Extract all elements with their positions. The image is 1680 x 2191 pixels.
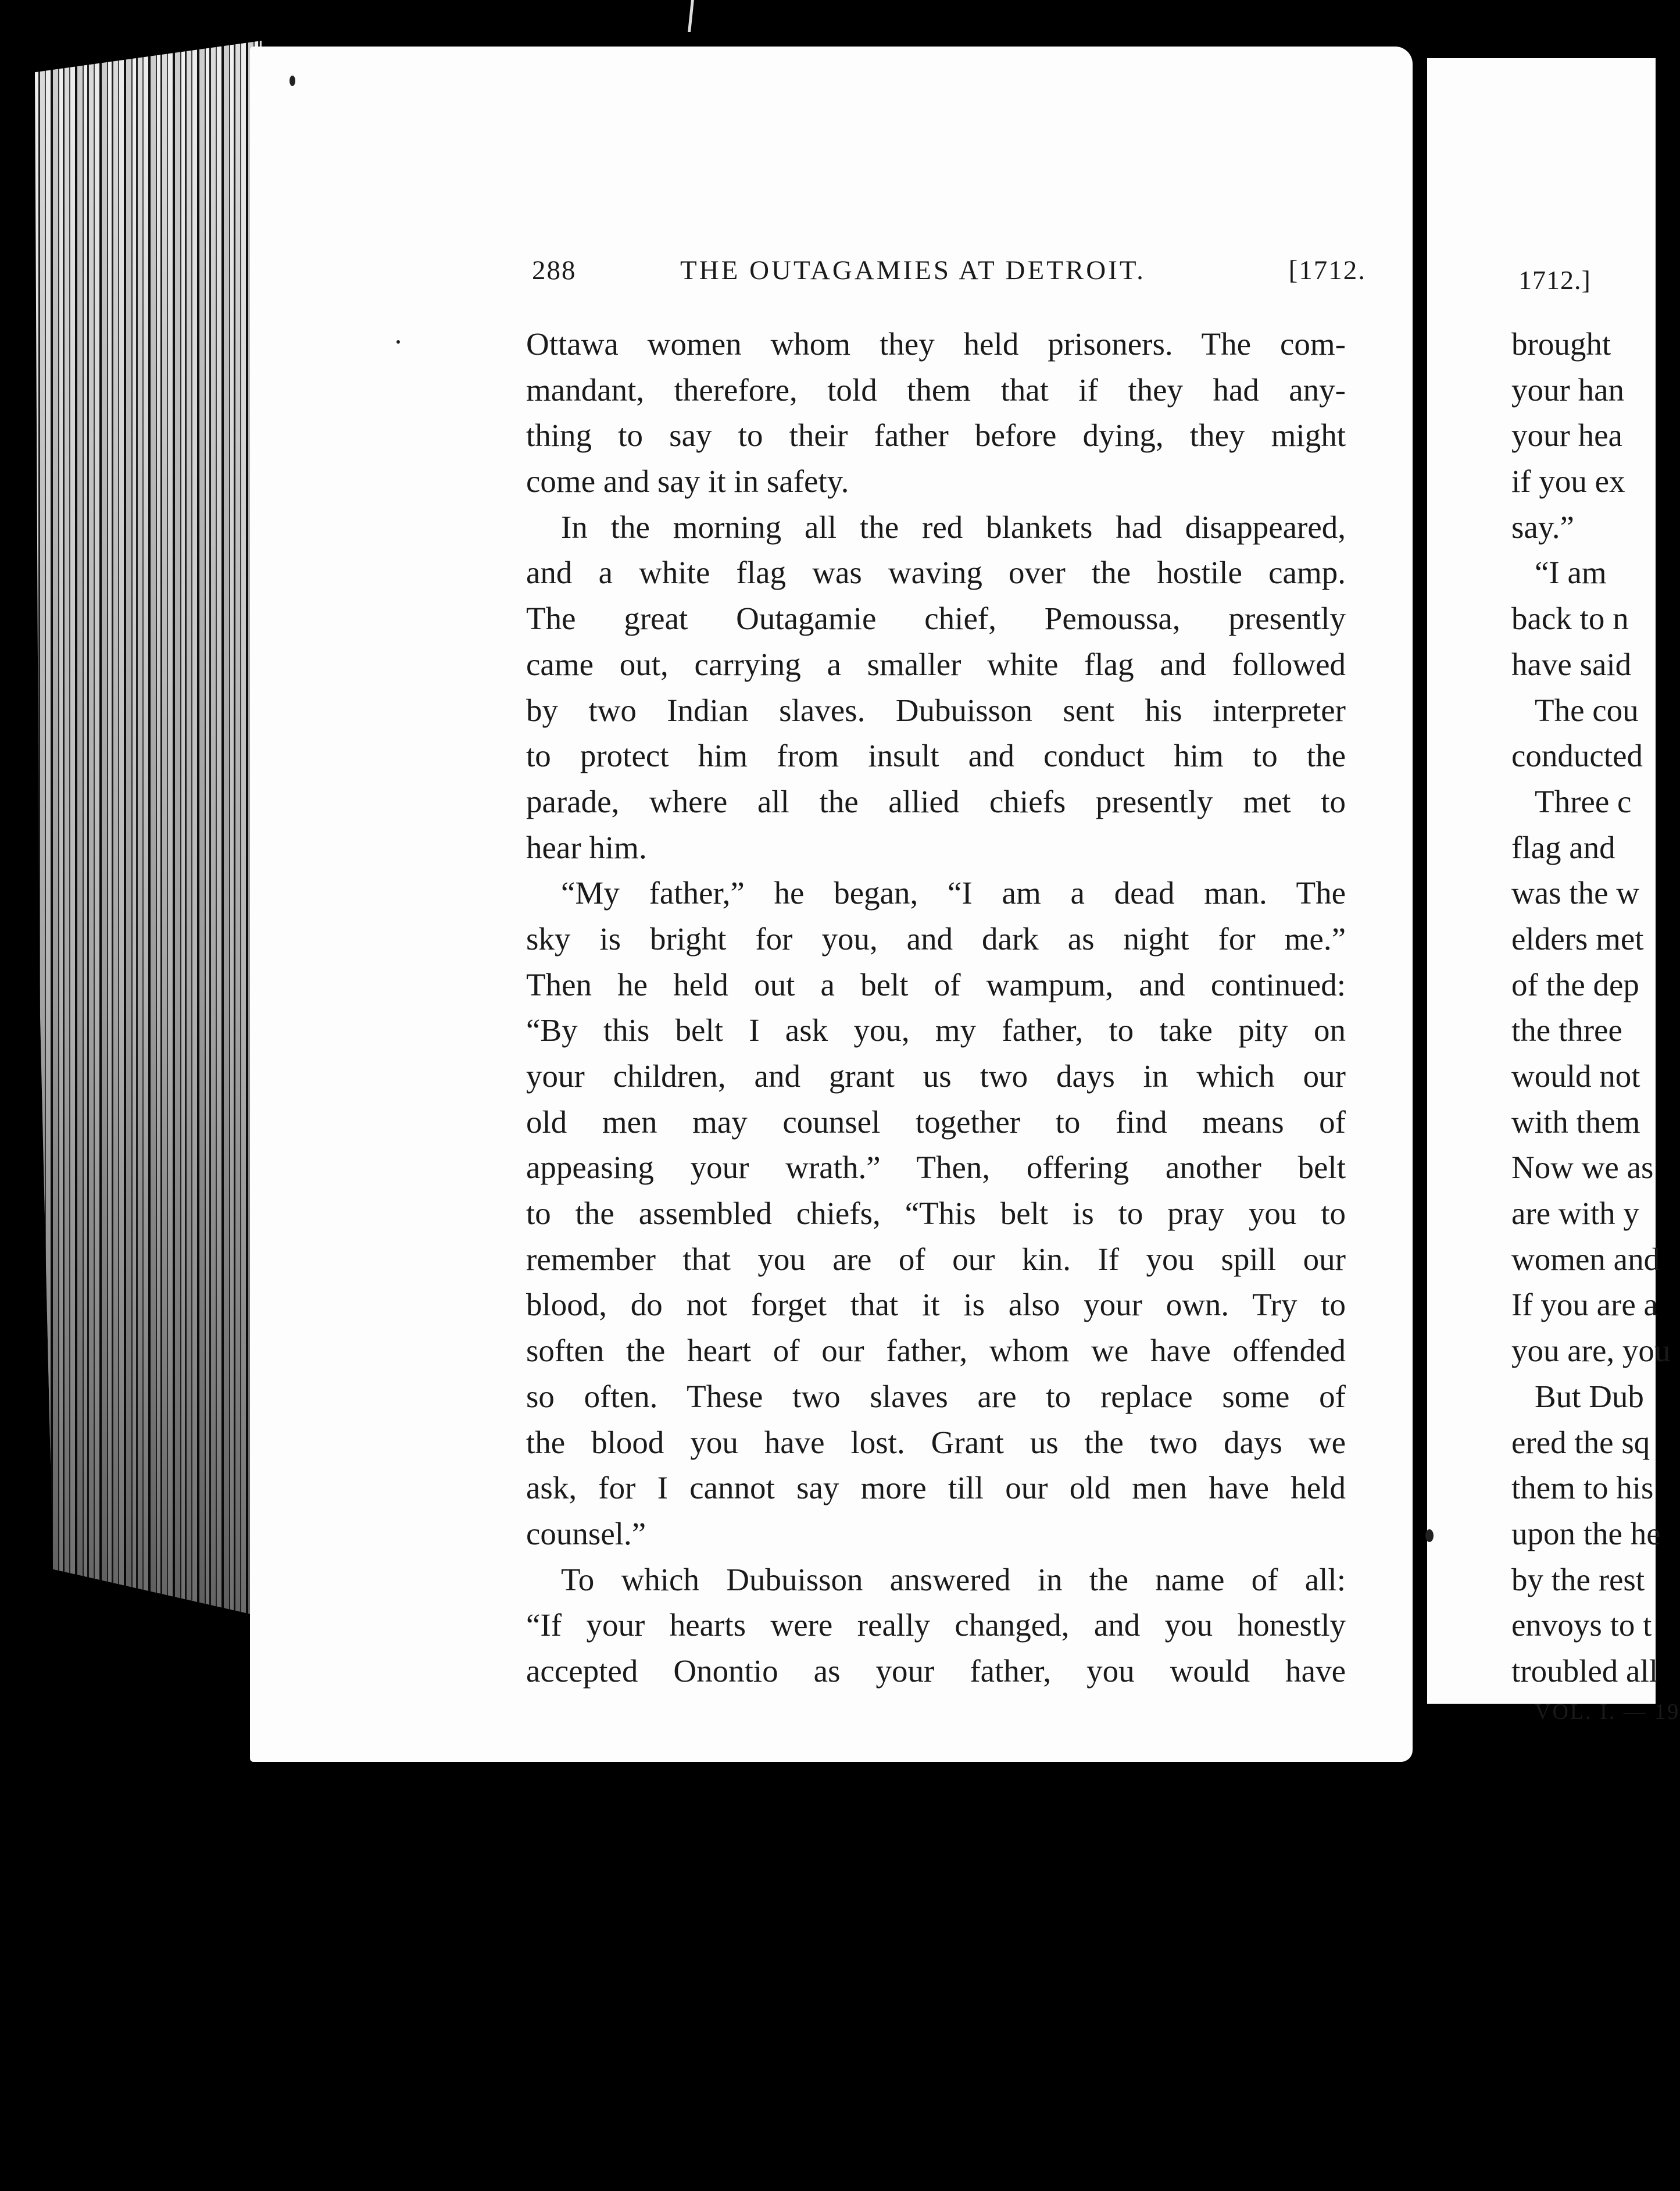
text-line: Now we as <box>1511 1150 1654 1186</box>
text-line: have said <box>1511 646 1632 682</box>
text-line: “If your hearts were really changed, and you honestly <box>526 1607 1346 1643</box>
text-line: was the w <box>1511 875 1639 911</box>
text-line: accepted Onontio as your father, you would have <box>526 1653 1346 1689</box>
text-line: elders met <box>1511 920 1644 957</box>
page-number: 288 <box>532 255 577 286</box>
text-line: counsel.” <box>526 1515 646 1551</box>
text-line: ered the sq <box>1511 1424 1650 1460</box>
text-line: of the dep <box>1511 966 1639 1002</box>
text-line: them to his <box>1511 1470 1654 1506</box>
text-line: by the rest <box>1511 1561 1645 1597</box>
signature-mark: VOL. I. — 19 <box>1535 1699 1680 1724</box>
right-page-body-text <box>1511 322 1680 1729</box>
running-title: THE OUTAGAMIES AT DETROIT. <box>680 255 1146 286</box>
text-line: so often. These two slaves are to replace some of <box>526 1378 1346 1414</box>
running-head <box>532 255 1366 290</box>
text-line: Ottawa women whom they held prisoners. The com- <box>526 326 1346 362</box>
text-line: To which Dubuisson answered in the name of all: <box>561 1561 1346 1597</box>
dust-speck <box>396 340 400 344</box>
text-line: “My father,” he began, “I am a dead man. The <box>561 875 1346 911</box>
text-line: by two Indian slaves. Dubuisson sent his interpreter <box>526 692 1346 728</box>
text-line: mandant, therefore, told them that if they had any- <box>526 372 1346 408</box>
text-line: brought <box>1511 326 1611 362</box>
text-line: say.” <box>1511 509 1574 545</box>
text-line: The great Outagamie chief, Pemoussa, presently <box>526 601 1346 637</box>
text-line: sky is bright for you, and dark as night for me.” <box>526 920 1346 957</box>
text-line: come and say it in safety. <box>526 463 849 499</box>
text-line: The cou <box>1535 692 1639 728</box>
text-line: the blood you have lost. Grant us the two days we <box>526 1424 1346 1460</box>
text-line: “I am <box>1535 555 1607 591</box>
text-line: ask, for I cannot say more till our old men have held <box>526 1470 1346 1506</box>
scan-tick-mark <box>688 0 694 32</box>
text-line: Three c <box>1535 783 1632 819</box>
text-line: your children, and grant us two days in which our <box>526 1058 1346 1094</box>
text-line: your hea <box>1511 417 1622 454</box>
text-line: old men may counsel together to find means of <box>526 1104 1346 1140</box>
text-line: to the assembled chiefs, “This belt is to pray you to <box>526 1196 1346 1232</box>
text-line: to protect him from insult and conduct him to the <box>526 738 1346 774</box>
text-line: you are, you <box>1511 1333 1671 1369</box>
text-line: remember that you are of our kin. If you spill our <box>526 1241 1346 1277</box>
text-line: are with y <box>1511 1196 1639 1232</box>
running-year: [1712. <box>1288 255 1366 286</box>
text-line: came out, carrying a smaller white flag and followed <box>526 646 1346 682</box>
text-line: conducted <box>1511 738 1643 774</box>
dust-speck <box>1425 1529 1434 1542</box>
text-line: if you ex <box>1511 463 1625 499</box>
text-line: back to n <box>1511 601 1629 637</box>
text-line: troubled all <box>1511 1653 1658 1689</box>
text-line: envoys to t <box>1511 1607 1652 1643</box>
text-line: and a white flag was waving over the hostile camp. <box>526 555 1346 591</box>
text-line: with them <box>1511 1104 1640 1140</box>
text-line: women and <box>1511 1241 1660 1277</box>
text-line: soften the heart of our father, whom we have offended <box>526 1333 1346 1369</box>
text-line: blood, do not forget that it is also your own. Try to <box>526 1287 1346 1323</box>
text-line: thing to say to their father before dying, they might <box>526 417 1346 454</box>
right-running-head: 1712.] <box>1518 265 1591 295</box>
text-line: upon the he <box>1511 1515 1661 1551</box>
text-line: If you are a <box>1511 1287 1658 1323</box>
dust-speck <box>289 76 295 86</box>
text-line: the three <box>1511 1012 1622 1048</box>
text-line: flag and <box>1511 829 1615 865</box>
text-line: Then he held out a belt of wampum, and continued: <box>526 966 1346 1002</box>
text-line: parade, where all the allied chiefs presently met to <box>526 783 1346 819</box>
text-line: your han <box>1511 372 1624 408</box>
text-line: hear him. <box>526 829 647 865</box>
text-line: would not <box>1511 1058 1640 1094</box>
text-line: But Dub <box>1535 1378 1644 1414</box>
page-edge-shadow <box>35 41 262 1617</box>
text-line: In the morning all the red blankets had disappeared, <box>561 509 1346 545</box>
text-line: “By this belt I ask you, my father, to take pity on <box>526 1012 1346 1048</box>
text-line: appeasing your wrath.” Then, offering another belt <box>526 1150 1346 1186</box>
left-page-body-text <box>526 322 1346 1694</box>
